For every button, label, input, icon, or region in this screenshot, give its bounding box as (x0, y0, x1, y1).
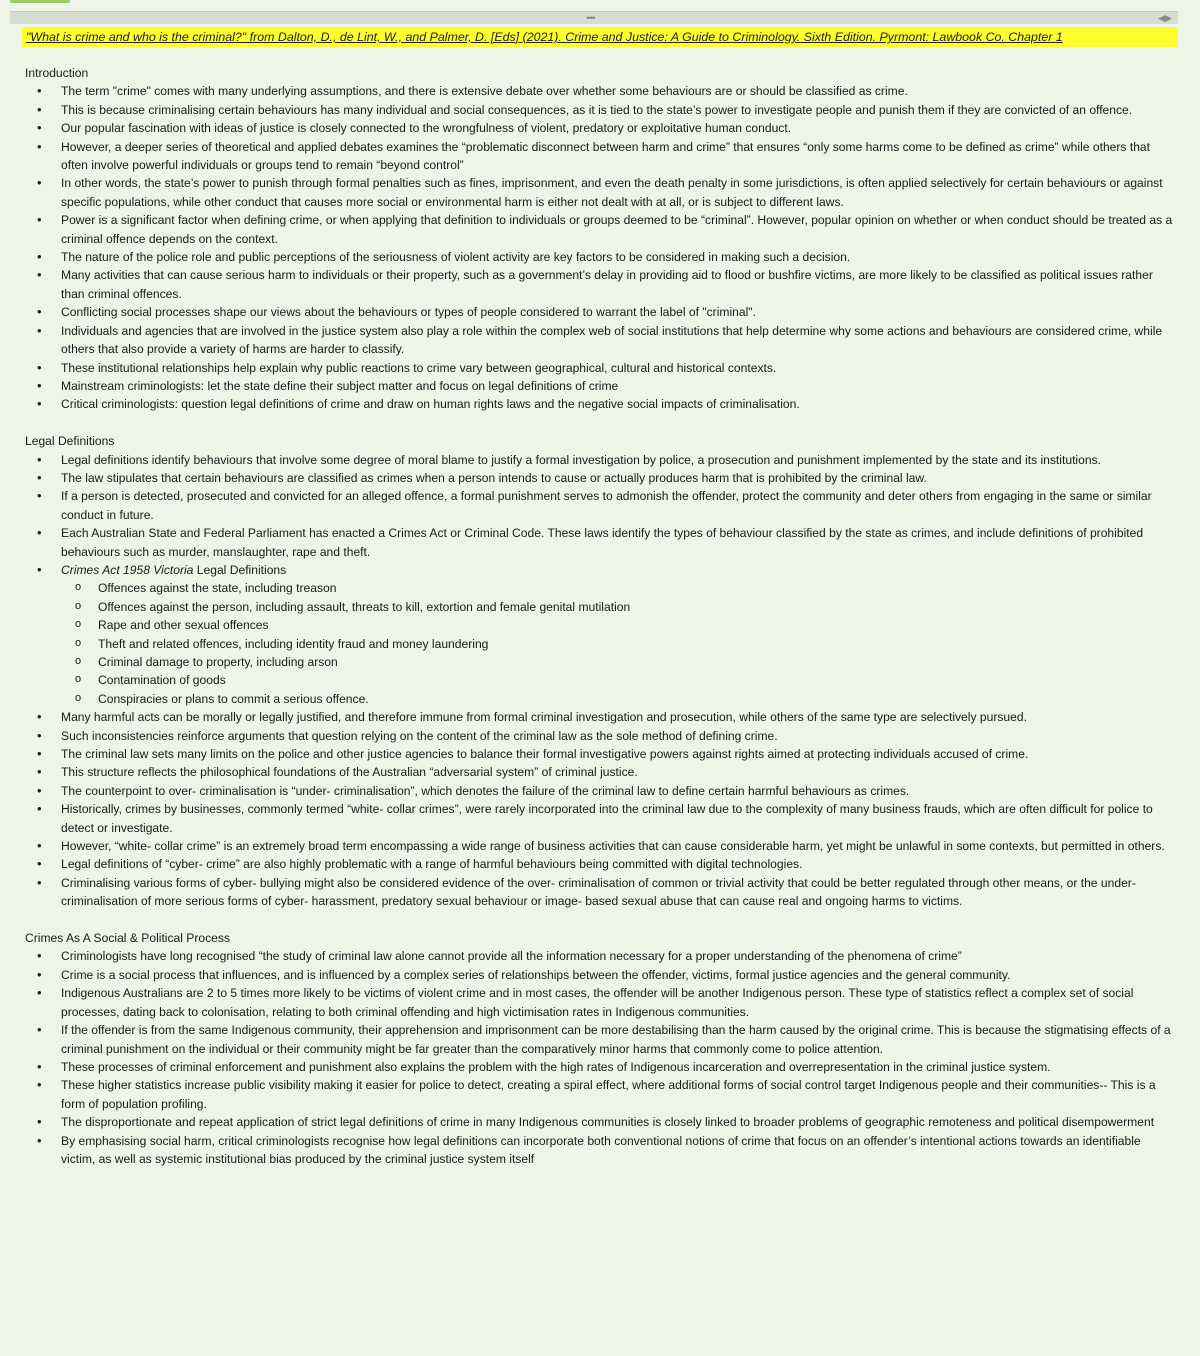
bullet-item: • Many harmful acts can be morally or legally justified, and therefore immune from formal criminal investigation and prosecution, while others of the same type are selectively pursued. (25, 708, 1175, 726)
bullet-item-crimes-act (25, 561, 1175, 579)
bullet-list (25, 947, 1175, 1168)
bullet-item: • Conflicting social processes shape our views about the behaviours or types of people considered to warrant the label of "criminal". (25, 303, 1175, 321)
act-title: Crimes Act 1958 Victoria (61, 562, 194, 577)
bullet-item: • The counterpoint to over- criminalisation is “under- criminalisation”, which denotes the failure of the criminal law to define certain harmful behaviours as crimes. (25, 782, 1175, 800)
bullet-item: • Our popular fascination with ideas of justice is closely connected to the wrongfulness of violent, predatory or exploitative human conduct. (25, 119, 1175, 137)
bullet-item: • Each Australian State and Federal Parliament has enacted a Crimes Act or Criminal Code. These laws identify the types of behaviour classified by the state as crimes, and include definitions of prohibited behaviours such as murder, manslaughter, rape and theft. (25, 524, 1175, 561)
sub-list-item: o Criminal damage to property, including arson (25, 653, 1175, 671)
bullet-list (25, 451, 1175, 911)
drag-handle-icon[interactable]: •••• (586, 13, 595, 23)
bullet-item: • Criminalising various forms of cyber- bullying might also be considered evidence of the over- criminalisation of common or trivial activity that could be better regulated through other means, or the under- criminalisation of more serious forms of cyber- harassment, predatory sexual behaviour or image- based sexual abuse that can cause real and ongoing harms to victims. (25, 874, 1175, 911)
section-legal-definitions (25, 432, 1175, 911)
bullet-item: • The disproportionate and repeat application of strict legal definitions of crime in many Indigenous communities is closely linked to broader problems of geographic remoteness and political disempowerment (25, 1113, 1175, 1131)
sub-list-item: o Offences against the person, including assault, threats to kill, extortion and female genital mutilation (25, 598, 1175, 616)
bullet-item: • However, a deeper series of theoretical and applied debates examines the “problematic disconnect between harm and crime” that ensures “only some harms come to be defined as crime” while others that often involve powerful individuals or groups tend to remain “beyond control” (25, 138, 1175, 175)
section-heading: Introduction (25, 66, 89, 80)
bullet-item: • If the offender is from the same Indigenous community, their apprehension and imprisonment can be more destabilising than the harm caused by the original crime. This is because the stigmatising effects of a criminal punishment on the individual or their community might be far greater than the comparatively minor harms that commonly come to police attention. (25, 1021, 1175, 1058)
bullet-list (25, 82, 1175, 413)
expand-arrows-icon[interactable]: ◀▶ (1158, 13, 1172, 23)
section-heading: Crimes As A Social & Political Process (25, 931, 230, 946)
bullet-item: • These processes of criminal enforcement and punishment also explains the problem with the high rates of Indigenous incarceration and overrepresentation in the criminal justice system. (25, 1058, 1175, 1076)
sub-list-item: o Conspiracies or plans to commit a serious offence. (25, 690, 1175, 708)
bullet-item: • In other words, the state’s power to punish through formal penalties such as fines, imprisonment, and even the death penalty in some jurisdictions, is often applied selectively for certain behaviours or against specific populations, while other conduct that causes more social or environmental harm is either not dealt with at all, or is subject to different laws. (25, 174, 1175, 211)
bullet-item: • Legal definitions identify behaviours that involve some degree of moral blame to justify a formal investigation by police, a prosecution and punishment implemented by the state and its institutions. (25, 451, 1175, 469)
bullet-item: • If a person is detected, prosecuted and convicted for an alleged offence, a formal punishment serves to admonish the offender, protect the community and deter others from engaging in the same or similar conduct in future. (25, 487, 1175, 524)
bullet-item: • By emphasising social harm, critical criminologists recognise how legal definitions can incorporate both conventional notions of crime that focus on an offender’s intentional actions towards an identifiable victim, as well as systemic institutional bias produced by the criminal justice system itself (25, 1132, 1175, 1169)
bullet-item: • Criminologists have long recognised “the study of criminal law alone cannot provide all the information necessary for a proper understanding of the phenomena of crime” (25, 947, 1175, 965)
sub-list (25, 579, 1175, 708)
top-tab-indicator (10, 0, 70, 3)
section-social-political-process (25, 929, 1175, 1168)
bullet-item: • These institutional relationships help explain why public reactions to crime vary between geographical, cultural and historical contexts. (25, 359, 1175, 377)
bullet-item: • This is because criminalising certain behaviours has many individual and social consequences, as it is tied to the state’s power to investigate people and punish them if they are convicted of an offence. (25, 101, 1175, 119)
bullet-item: • Indigenous Australians are 2 to 5 times more likely to be victims of violent crime and in most cases, the offender will be another Indigenous person. These type of statistics reflect a complex set of social processes, dating back to colonisation, relating to both criminal offending and high victimisation rates in Indigenous communities. (25, 984, 1175, 1021)
notes-body (25, 64, 1175, 1187)
sub-list-item: o Rape and other sexual offences (25, 616, 1175, 634)
bullet-item: • The term "crime" comes with many underlying assumptions, and there is extensive debate over whether some behaviours are or should be classified as crime. (25, 82, 1175, 100)
section-heading: Legal Definitions (25, 434, 115, 449)
bullet-item: • Legal definitions of “cyber- crime” are also highly problematic with a range of harmful behaviours being committed with digital technologies. (25, 855, 1175, 873)
bullet-item: • Historically, crimes by businesses, commonly termed “white- collar crimes”, were rarely incorporated into the criminal law due to the complexity of many business frauds, which are often difficult for police to detect or investigate. (25, 800, 1175, 837)
bullet-item: • Such inconsistencies reinforce arguments that question relying on the content of the criminal law as the sole method of defining crime. (25, 727, 1175, 745)
bullet-item: • Critical criminologists: question legal definitions of crime and draw on human rights laws and the negative social impacts of criminalisation. (25, 395, 1175, 413)
bullet-item: • Mainstream criminologists: let the state define their subject matter and focus on legal definitions of crime (25, 377, 1175, 395)
bullet-item: • Individuals and agencies that are involved in the justice system also play a role within the complex web of social institutions that help determine why some actions and behaviours are considered crime, while others that also provide a variety of harms are harder to classify. (25, 322, 1175, 359)
bullet-item: • Power is a significant factor when defining crime, or when applying that definition to individuals or groups deemed to be “criminal”. However, popular opinion on whether or when conduct should be treated as a criminal offence depends on the context. (25, 211, 1175, 248)
bullet-item: • The nature of the police role and public perceptions of the seriousness of violent activity are key factors to be considered in making such a decision. (25, 248, 1175, 266)
act-suffix: Legal Definitions (193, 562, 287, 577)
toolbar-strip (10, 11, 1178, 24)
section-introduction (25, 64, 1175, 414)
bullet-item: • These higher statistics increase public visibility making it easier for police to detect, creating a spiral effect, where additional forms of social control target Indigenous people and their communities-- This is a form of population profiling. (25, 1076, 1175, 1113)
bullet-item: • However, “white- collar crime” is an extremely broad term encompassing a wide range of business activities that can cause considerable harm, yet might be unlawful in some contexts, but permitted in others. (25, 837, 1175, 855)
bullet-item: • Crime is a social process that influences, and is influenced by a complex series of relationships between the offender, victims, formal justice agencies and the general community. (25, 966, 1175, 984)
bullet-item: • Many activities that can cause serious harm to individuals or their property, such as a government’s delay in providing aid to flood or bushfire victims, are more likely to be classified as political issues rather than criminal offences. (25, 266, 1175, 303)
sub-list-item: o Offences against the state, including treason (25, 579, 1175, 597)
bullet-item: • The criminal law sets many limits on the police and other justice agencies to balance their formal investigative powers against rights aimed at protecting individuals accused of crime. (25, 745, 1175, 763)
sub-list-item: o Theft and related offences, including identity fraud and money laundering (25, 635, 1175, 653)
bullet-item: • The law stipulates that certain behaviours are classified as crimes when a person intends to cause or actually produces harm that is prohibited by the criminal law. (25, 469, 1175, 487)
bullet-item: • This structure reflects the philosophical foundations of the Australian “adversarial system” of criminal justice. (25, 763, 1175, 781)
sub-list-item: o Contamination of goods (25, 671, 1175, 689)
citation-header[interactable]: "What is crime and who is the criminal?" from Dalton, D., de Lint, W., and Palmer, D. [Eds] (2021). Crime and Justice: A Guide to Criminology. Sixth Edition. Pyrmont: Lawbook Co. Chapter 1 (22, 27, 1178, 47)
